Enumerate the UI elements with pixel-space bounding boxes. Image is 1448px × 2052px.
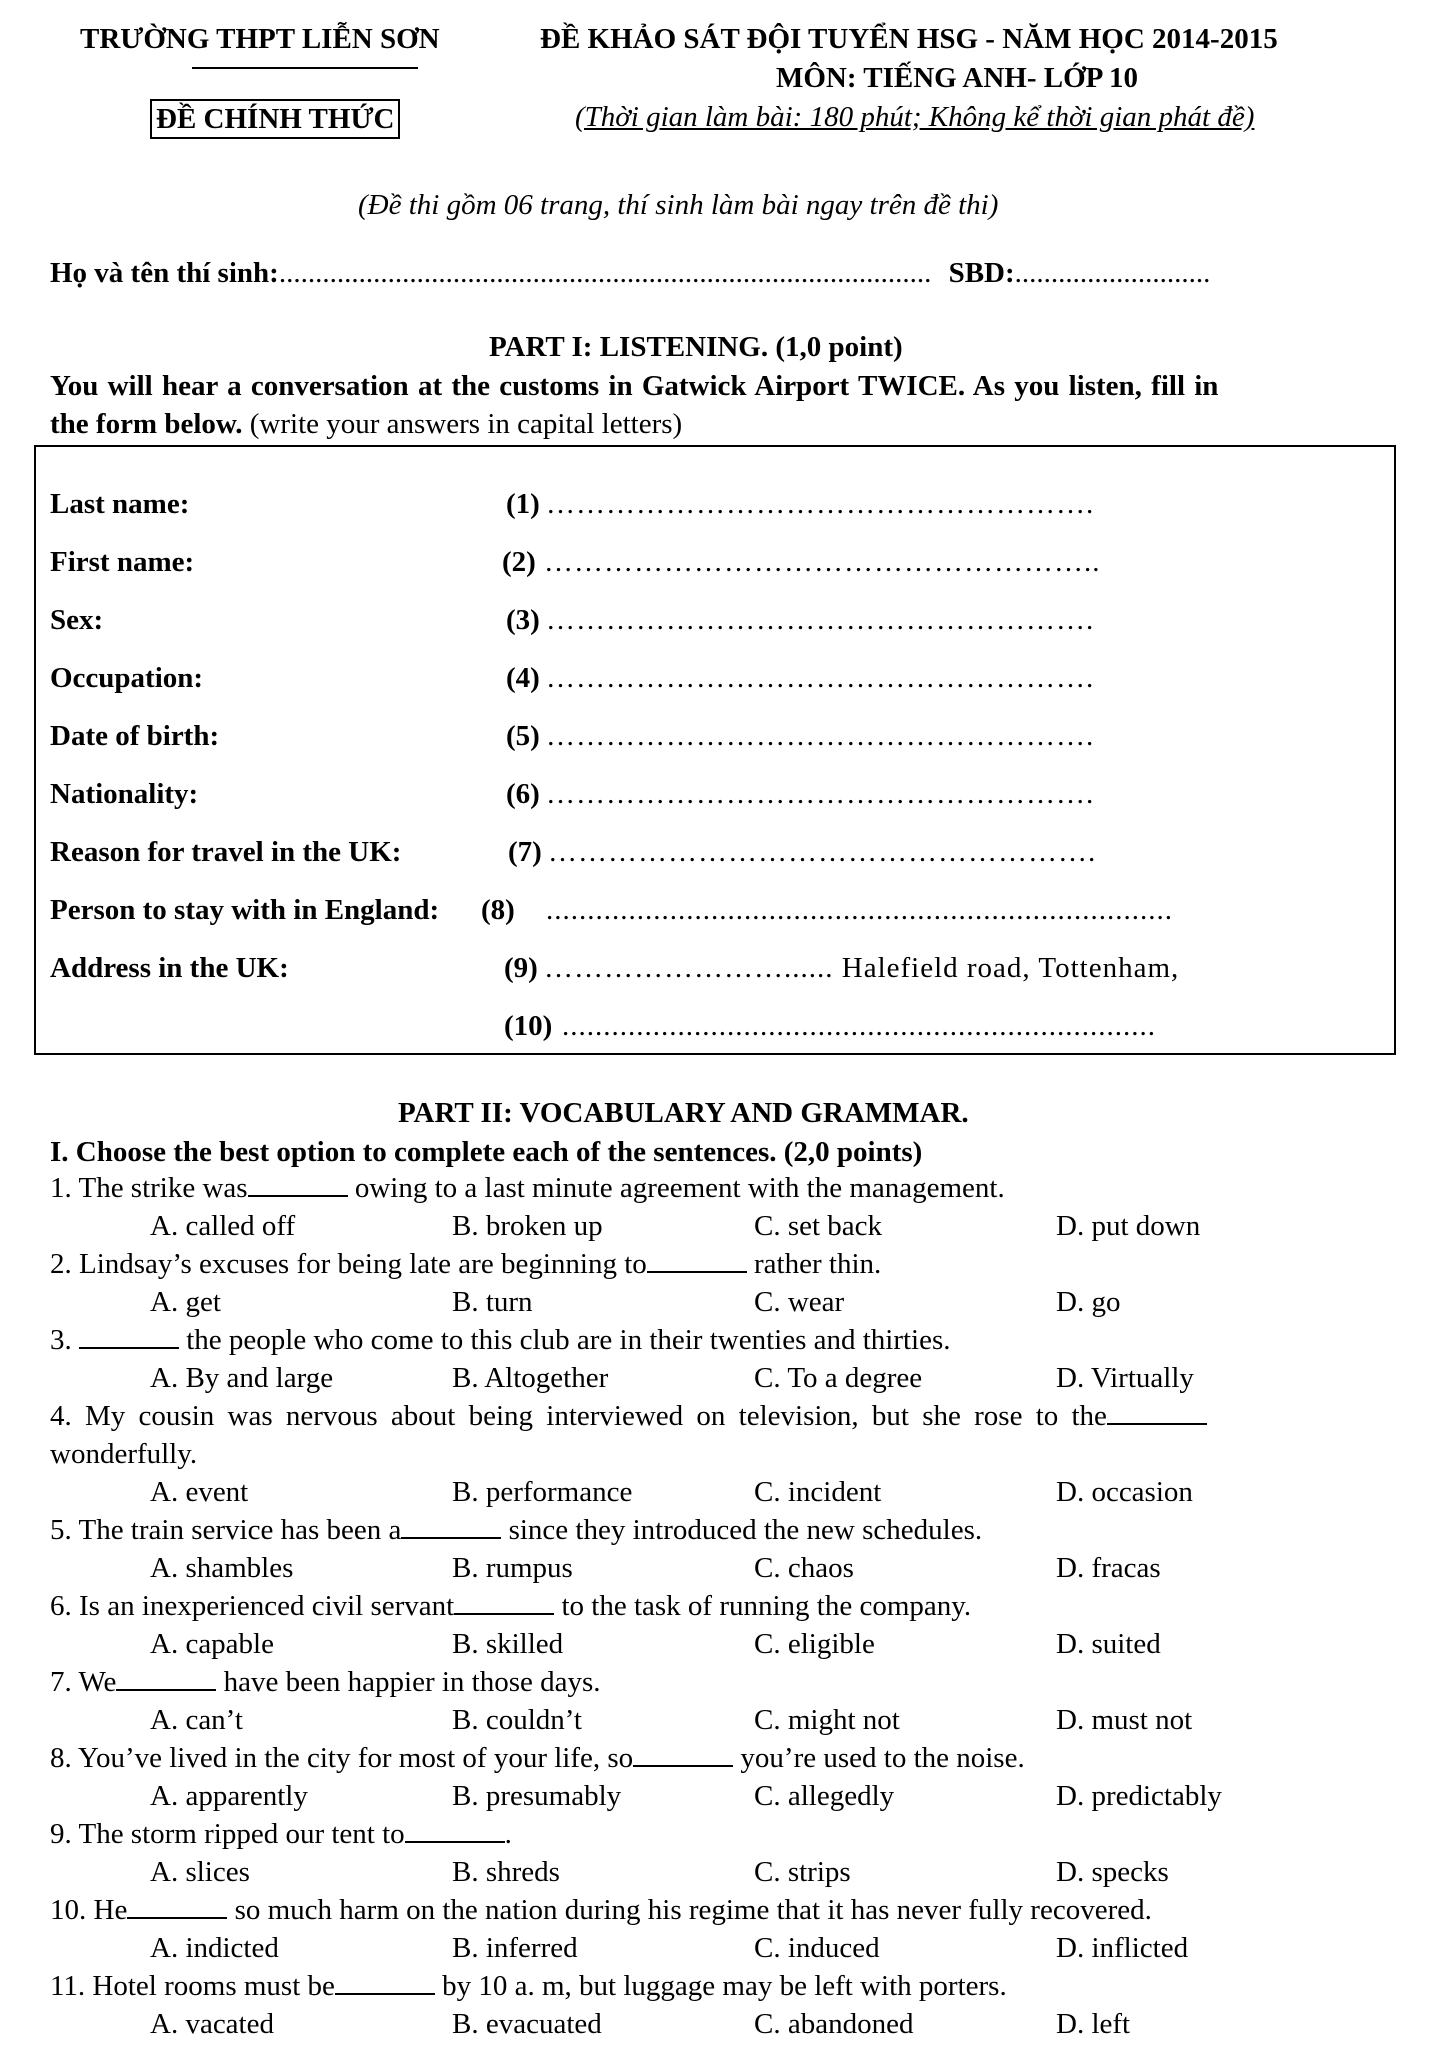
form-label: Address in the UK: — [50, 952, 289, 984]
question-1 — [50, 1172, 1005, 1205]
section1-title: I. Choose the best option to complete each of the sentences. (2,0 points) — [50, 1136, 923, 1168]
question-11-option-a[interactable]: A. vacated — [150, 2008, 274, 2040]
question-6-option-d[interactable]: D. suited — [1056, 1628, 1161, 1660]
question-10-option-b[interactable]: B. inferred — [452, 1932, 578, 1964]
part1-instruction-line1: You will hear a conversation at the customs in Gatwick Airport TWICE. As you listen, fill in — [50, 370, 1219, 402]
question-9-option-d[interactable]: D. specks — [1056, 1856, 1169, 1888]
answer-blank[interactable] — [401, 1515, 501, 1539]
subject-line: MÔN: TIẾNG ANH- LỚP 10 — [776, 62, 1138, 94]
answer-blank[interactable] — [454, 1591, 554, 1615]
answer-blank[interactable] — [1107, 1401, 1207, 1425]
form-label: First name: — [50, 546, 195, 578]
question-text-end: the people who come to this club are in their twenties and thirties. — [179, 1324, 951, 1356]
question-10-option-c[interactable]: C. induced — [754, 1932, 880, 1964]
part1-instruction-line2 — [50, 407, 682, 441]
question-5-option-a[interactable]: A. shambles — [150, 1552, 294, 1584]
form-answer-blank[interactable]: ........................................................................ — [562, 1010, 1156, 1042]
question-text: 8. You’ve lived in the city for most of your life, so — [50, 1742, 634, 1774]
answer-blank[interactable] — [335, 1971, 435, 1995]
question-1-option-c[interactable]: C. set back — [754, 1210, 883, 1242]
answer-blank[interactable] — [127, 1895, 227, 1919]
form-number: (5) — [506, 720, 540, 752]
part1-title: PART I: LISTENING. (1,0 point) — [489, 331, 903, 363]
question-text-end: you’re used to the noise. — [733, 1742, 1025, 1774]
question-5 — [50, 1514, 982, 1547]
question-4 — [50, 1400, 1207, 1433]
name-dots: .......................................................................................... — [278, 257, 932, 289]
question-8-option-c[interactable]: C. allegedly — [754, 1780, 895, 1812]
school-name: TRƯỜNG THPT LIỄN SƠN — [80, 23, 440, 55]
question-text-end: rather thin. — [746, 1248, 882, 1280]
question-2-option-b[interactable]: B. turn — [452, 1286, 533, 1318]
question-1-option-b[interactable]: B. broken up — [452, 1210, 603, 1242]
form-number: (6) — [506, 778, 540, 810]
question-5-option-b[interactable]: B. rumpus — [452, 1552, 573, 1584]
question-10 — [50, 1894, 1152, 1927]
question-text: 2. Lindsay’s excuses for being late are beginning to — [50, 1248, 647, 1280]
form-label: Date of birth: — [50, 720, 220, 752]
question-4-option-b[interactable]: B. performance — [452, 1476, 633, 1508]
question-text: 9. The storm ripped our tent to — [50, 1818, 405, 1850]
form-number: (2) — [502, 546, 536, 578]
question-4-option-c[interactable]: C. incident — [754, 1476, 882, 1508]
form-answer-blank[interactable]: ………………………………………………. — [548, 836, 1097, 868]
question-6-option-a[interactable]: A. capable — [150, 1628, 274, 1660]
answer-blank[interactable] — [633, 1743, 733, 1767]
question-1-option-d[interactable]: D. put down — [1056, 1210, 1201, 1242]
question-6-option-b[interactable]: B. skilled — [452, 1628, 564, 1660]
question-8 — [50, 1742, 1025, 1775]
form-number: (3) — [506, 604, 540, 636]
question-3-option-b[interactable]: B. Altogether — [452, 1362, 609, 1394]
answer-blank[interactable] — [647, 1249, 747, 1273]
answer-blank[interactable] — [116, 1667, 216, 1691]
question-text: 1. The strike was — [50, 1172, 248, 1204]
pages-note: (Đề thi gồm 06 trang, thí sinh làm bài ngay trên đề thi) — [358, 189, 999, 221]
candidate-info-row — [50, 256, 1210, 290]
form-answer-blank[interactable]: ………………………………………………. — [546, 720, 1095, 752]
name-label: Họ và tên thí sinh: — [50, 257, 279, 289]
question-7-option-a[interactable]: A. can’t — [150, 1704, 243, 1736]
question-text: 4. My cousin was nervous about being interviewed on television, but she rose to the — [50, 1400, 1107, 1432]
question-text-end: have been happier in those days. — [216, 1666, 601, 1698]
question-text-end: owing to a last minute agreement with the management. — [347, 1172, 1005, 1204]
question-3-option-d[interactable]: D. Virtually — [1056, 1362, 1194, 1394]
question-text-end: by 10 a. m, but luggage may be left with porters. — [434, 1970, 1007, 2002]
question-text-end: to the task of running the company. — [554, 1590, 972, 1622]
question-6-option-c[interactable]: C. eligible — [754, 1628, 875, 1660]
question-4-option-d[interactable]: D. occasion — [1056, 1476, 1193, 1508]
question-text: 10. He — [50, 1894, 128, 1926]
question-2-option-d[interactable]: D. go — [1056, 1286, 1121, 1318]
question-7-option-c[interactable]: C. might not — [754, 1704, 900, 1736]
question-11 — [50, 1970, 1007, 2003]
question-3 — [50, 1324, 951, 1357]
question-text-end: so much harm on the nation during his regime that it has never fully recovered. — [227, 1894, 1152, 1926]
question-5-option-d[interactable]: D. fracas — [1056, 1552, 1161, 1584]
question-10-option-a[interactable]: A. indicted — [150, 1932, 279, 1964]
question-text: 5. The train service has been a — [50, 1514, 402, 1546]
question-7-option-d[interactable]: D. must not — [1056, 1704, 1193, 1736]
form-answer-blank[interactable]: ………………………………………………. — [546, 778, 1095, 810]
answer-blank[interactable] — [79, 1325, 179, 1349]
question-5-option-c[interactable]: C. chaos — [754, 1552, 854, 1584]
question-9-option-c[interactable]: C. strips — [754, 1856, 851, 1888]
header-divider — [192, 67, 418, 69]
question-text: 6. Is an inexperienced civil servant — [50, 1590, 455, 1622]
form-label: Occupation: — [50, 662, 204, 694]
form-number: (7) — [508, 836, 542, 868]
official-label: ĐỀ CHÍNH THỨC — [150, 99, 400, 139]
question-text: 3. — [50, 1324, 79, 1356]
question-7-option-b[interactable]: B. couldn’t — [452, 1704, 582, 1736]
form-number: (10) — [504, 1010, 553, 1042]
form-number: (1) — [506, 488, 540, 520]
question-text-end: . — [504, 1818, 512, 1850]
form-label: Sex: — [50, 604, 104, 636]
question-7 — [50, 1666, 601, 1699]
form-answer-blank[interactable]: ……………………………………………….. — [544, 546, 1101, 578]
question-8-option-d[interactable]: D. predictably — [1056, 1780, 1222, 1812]
question-9-option-b[interactable]: B. shreds — [452, 1856, 560, 1888]
sbd-dots: ........................... — [1014, 257, 1211, 289]
question-2-option-c[interactable]: C. wear — [754, 1286, 845, 1318]
form-answer-blank[interactable]: ……………………...... Halefield road, Tottenham, — [544, 952, 1180, 984]
form-label: Reason for travel in the UK: — [50, 836, 402, 868]
form-number: (4) — [506, 662, 540, 694]
form-number: (9) — [504, 952, 538, 984]
question-8-option-a[interactable]: A. apparently — [150, 1780, 308, 1812]
question-1-option-a[interactable]: A. called off — [150, 1210, 296, 1242]
instruction-normal: (write your answers in capital letters) — [242, 408, 683, 440]
question-continuation: wonderfully. — [50, 1438, 198, 1470]
form-label: Last name: — [50, 488, 190, 520]
question-text: 11. Hotel rooms must be — [50, 1970, 335, 2002]
question-2 — [50, 1248, 881, 1281]
time-note: (Thời gian làm bài: 180 phút; Không kể thời gian phát đề) — [575, 101, 1255, 133]
exam-title: ĐỀ KHẢO SÁT ĐỘI TUYỂN HSG - NĂM HỌC 2014-2015 — [540, 23, 1278, 55]
question-3-option-c[interactable]: C. To a degree — [754, 1362, 923, 1394]
question-3-option-a[interactable]: A. By and large — [150, 1362, 334, 1394]
form-answer-blank[interactable]: ………………………………………………. — [546, 662, 1095, 694]
form-number: (8) — [481, 894, 515, 926]
question-6 — [50, 1590, 971, 1623]
question-11-option-c[interactable]: C. abandoned — [754, 2008, 914, 2040]
sbd-label: SBD: — [948, 257, 1015, 289]
answer-blank[interactable] — [248, 1173, 348, 1197]
form-answer-blank[interactable]: ............................................................................ — [546, 894, 1173, 926]
form-label: Nationality: — [50, 778, 199, 810]
part2-title: PART II: VOCABULARY AND GRAMMAR. — [398, 1097, 969, 1129]
answer-blank[interactable] — [405, 1819, 505, 1843]
question-11-option-d[interactable]: D. left — [1056, 2008, 1131, 2040]
question-10-option-d[interactable]: D. inflicted — [1056, 1932, 1189, 1964]
instruction-bold: the form below. — [50, 408, 243, 440]
question-4-option-a[interactable]: A. event — [150, 1476, 249, 1508]
form-answer-blank[interactable]: ………………………………………………. — [546, 488, 1095, 520]
question-9-option-a[interactable]: A. slices — [150, 1856, 250, 1888]
question-text-end: since they introduced the new schedules. — [501, 1514, 983, 1546]
form-answer-blank[interactable]: ………………………………………………. — [546, 604, 1095, 636]
question-9 — [50, 1818, 512, 1851]
form-label: Person to stay with in England: — [50, 894, 440, 926]
question-2-option-a[interactable]: A. get — [150, 1286, 221, 1318]
question-11-option-b[interactable]: B. evacuated — [452, 2008, 602, 2040]
question-8-option-b[interactable]: B. presumably — [452, 1780, 622, 1812]
question-text: 7. We — [50, 1666, 117, 1698]
